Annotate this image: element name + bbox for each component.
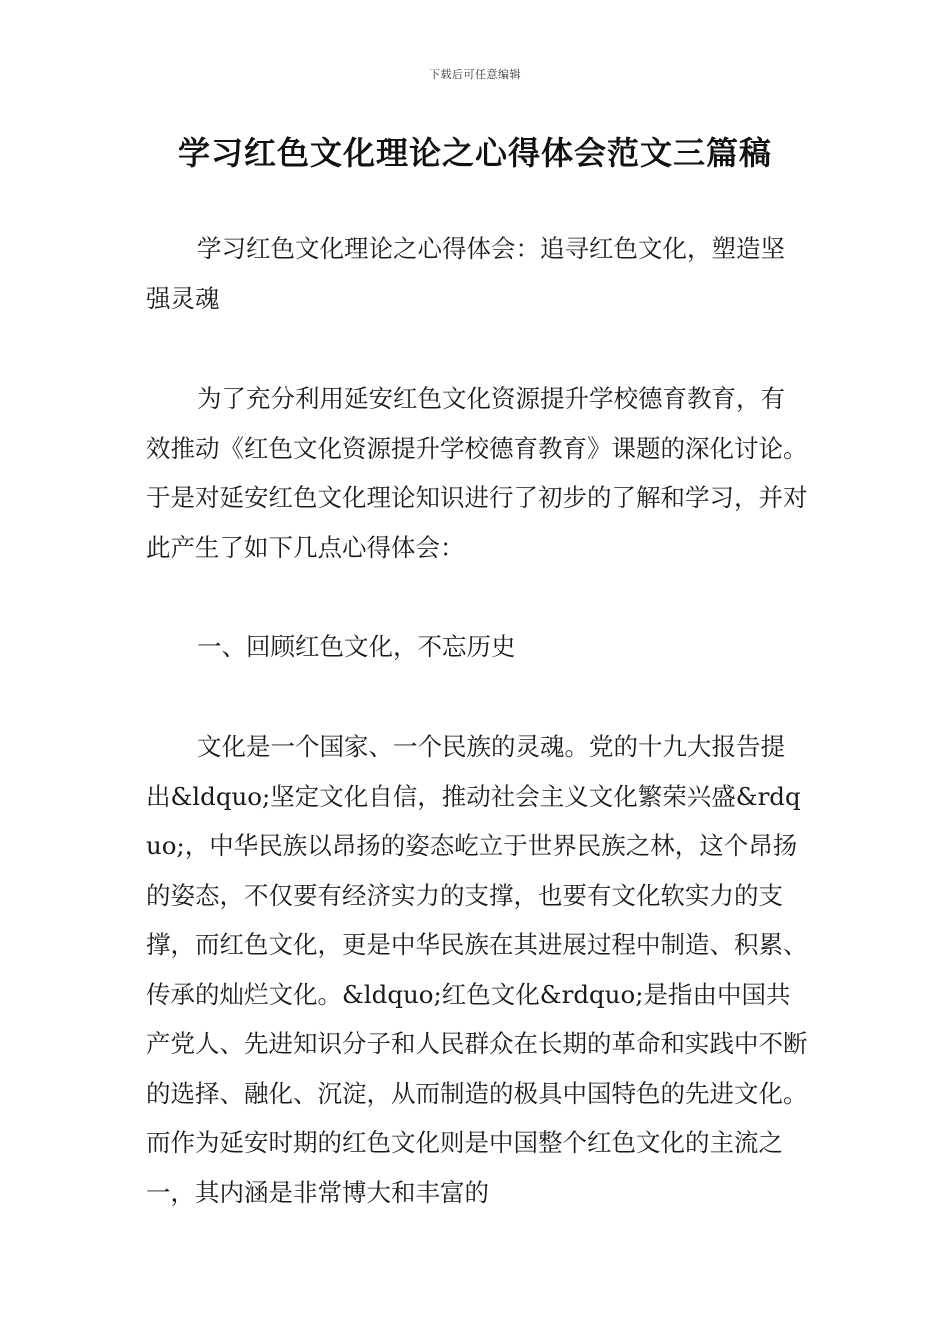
section-heading: 一、回顾红色文化，不忘历史	[197, 632, 516, 661]
document-title: 学习红色文化理论之心得体会范文三篇稿	[177, 134, 772, 172]
intro-paragraph: 为了充分利用延安红色文化资源提升学校德育教育，有效推动《红色文化资源提升学校德育教育》课题的深化讨论。于是对延安红色文化理论知识进行了初步的了解和学习，并对此产生了如下几点心得体会：	[146, 384, 808, 562]
header-note: 下载后可任意编辑	[429, 68, 521, 81]
body-paragraph: 文化是一个国家、一个民族的灵魂。党的十九大报告提出&ldquo;坚定文化自信，推动社会主义文化繁荣兴盛&rdquo;，中华民族以昂扬的姿态屹立于世界民族之林，这个昂扬的姿态，不仅要有经济实力的支撑，也要有文化软实力的支撑，而红色文化，更是中华民族在其进展过程中制造、积累、传承的灿烂文化。&ldquo;红色文化&rdquo;是指由中国共产党人、先进知识分子和人民群众在长期的革命和实践中不断的选择、融化、沉淀，从而制造的极具中国特色的先进文化。而作为延安时期的红色文化则是中国整个红色文化的主流之一，其内涵是非常博大和丰富的	[146, 732, 808, 1207]
article-subtitle: 学习红色文化理论之心得体会：追寻红色文化，塑造坚强灵魂	[146, 234, 785, 313]
